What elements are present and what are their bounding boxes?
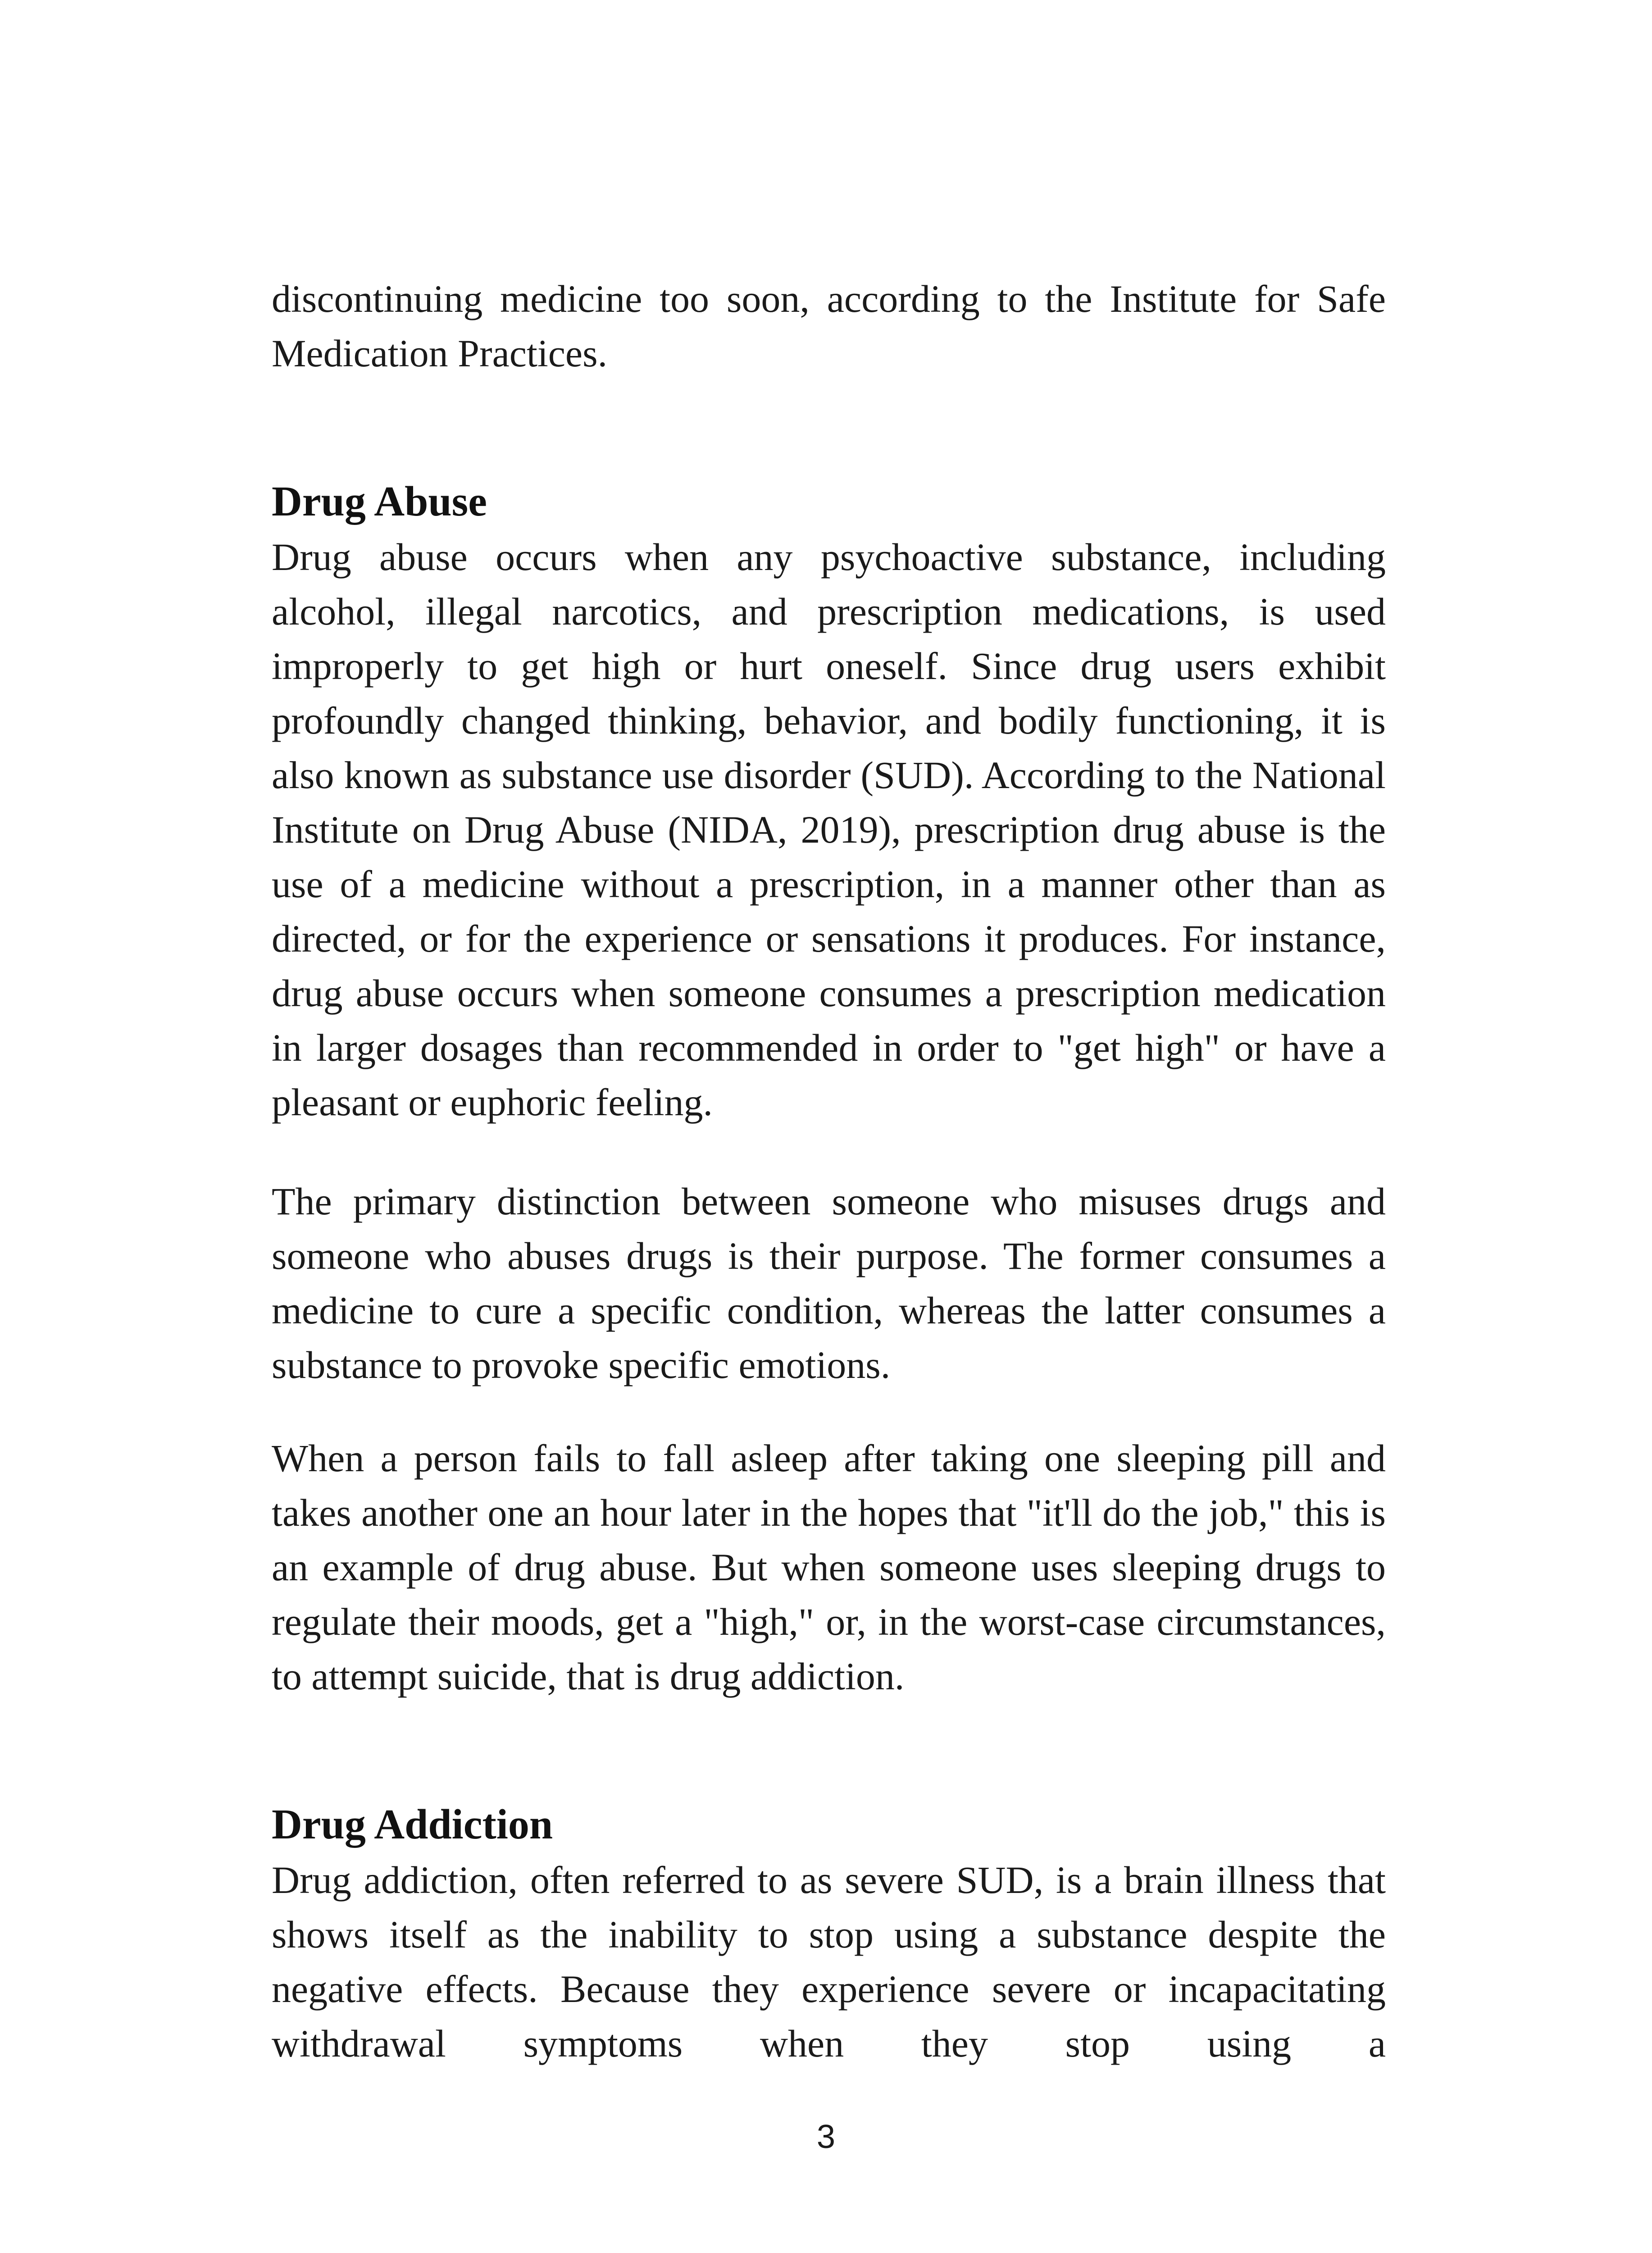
- drug-addiction-paragraph-1: [272, 1853, 1386, 2071]
- paragraph-text: Drug abuse occurs when any psychoactive substance, including alcohol, illegal narcotics, and prescription medications, is used improperly to get high or hurt oneself. Since drug users exhibit profoundly changed thinking, behavior, and bodily functioning, it is also known as substance use disorder (SUD). According to the National Institute on Drug Abuse (NIDA, 2019), prescription drug abuse is the use of a medicine without a prescription, in a manner other than as directed, or for the experience or sensations it produces. For instance, drug abuse occurs when someone consumes a prescription medication in larger dosages than recommended in order to "get high" or have a pleasant or euphoric feeling.: [272, 535, 1386, 1124]
- drug-abuse-paragraph-1: [272, 530, 1386, 1130]
- paragraph-text: The primary distinction between someone who misuses drugs and someone who abuses drugs is their purpose. The former consumes a medicine to cure a specific condition, whereas the latter consumes a substance to provoke specific emotions.: [272, 1180, 1386, 1386]
- paragraph-text: discontinuing medicine too soon, according to the Institute for Safe Medication Practices.: [272, 277, 1386, 375]
- section-heading-drug-addiction: Drug Addiction: [272, 1801, 553, 1848]
- section-heading-drug-abuse: Drug Abuse: [272, 478, 487, 525]
- paragraph-text: Drug addiction, often referred to as severe SUD, is a brain illness that shows itself as the inability to stop using a substance despite the negative effects. Because they experience severe or incapacitating withdrawal symptoms when they stop using a: [272, 1858, 1386, 2065]
- drug-abuse-paragraph-3: [272, 1431, 1386, 1704]
- page-number: 3: [816, 2118, 836, 2155]
- paragraph-text: When a person fails to fall asleep after taking one sleeping pill and takes another one an hour later in the hopes that "it'll do the job," this is an example of drug abuse. But when someone uses sleeping drugs to regulate their moods, get a "high," or, in the worst-case circumstances, to attempt suicide, that is drug addiction.: [272, 1437, 1386, 1698]
- intro-paragraph: [272, 272, 1386, 381]
- drug-abuse-paragraph-2: [272, 1174, 1386, 1392]
